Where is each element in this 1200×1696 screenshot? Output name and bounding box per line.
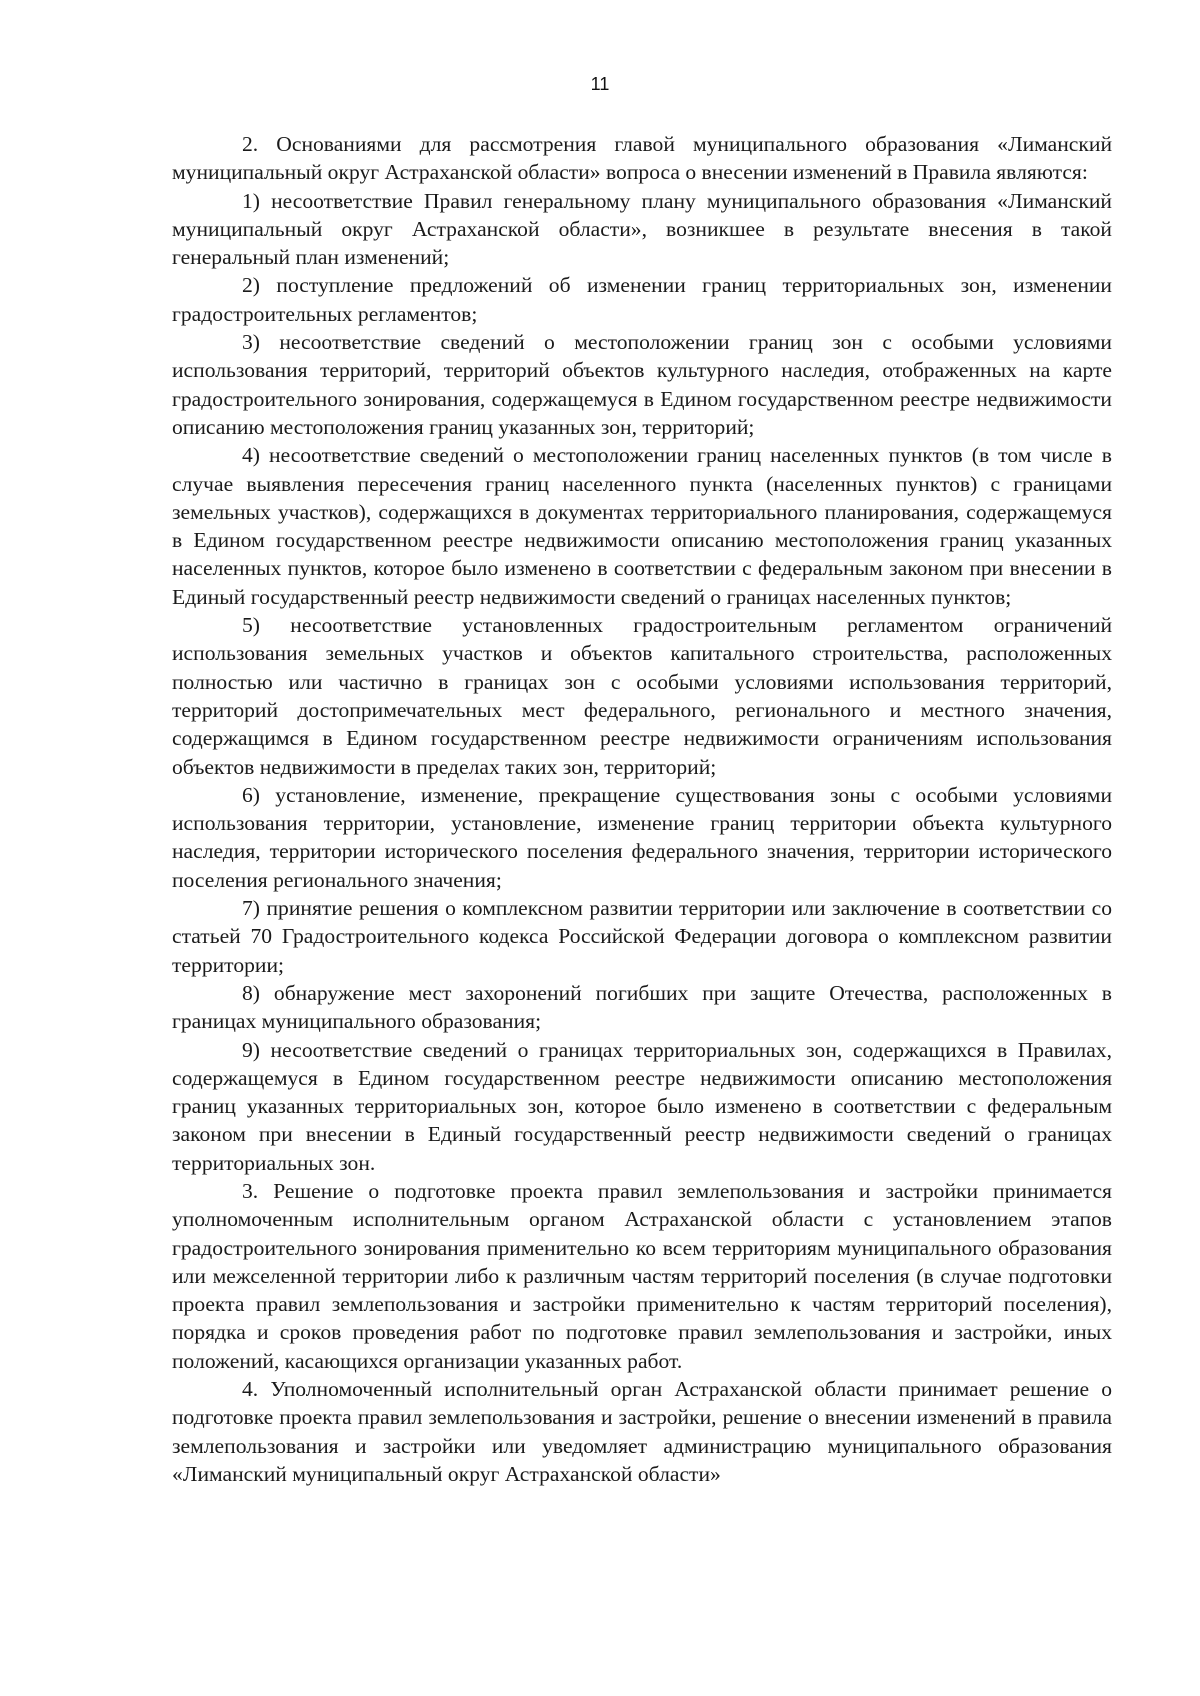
list-item-6: 6) установление, изменение, прекращение существования зоны с особыми условиями использования территории, установление, изменение границ территории объекта культурного наследия, территории исторического поселения федерального значения, территории исторического поселения регионального значения; <box>172 782 1112 892</box>
paragraph-2-grounds: 2. Основаниями для рассмотрения главой муниципального образования «Лиманский муниципальный округ Астраханской области» вопроса о внесении изменений в Правила являются: <box>172 132 1112 185</box>
list-item-2: 2) поступление предложений об изменении границ территориальных зон, изменении градостроительных регламентов; <box>172 273 1112 326</box>
list-item-4: 4) несоответствие сведений о местоположении границ населенных пунктов (в том числе в случае выявления пересечения границ населенного пункта (населенных пунктов) с границами земельных участков), содержащихся в документах территориального планирования, содержащемуся в Едином государственном реестре недвижимости описанию местоположения границ указанных населенных пунктов, которое было изменено в соответствии с федеральным законом при внесении в Единый государственный реестр недвижимости сведений о границах населенных пунктов; <box>172 443 1112 609</box>
page-number: 11 <box>590 74 610 94</box>
list-item-9: 9) несоответствие сведений о границах территориальных зон, содержащихся в Правилах, содержащемуся в Едином государственном реестре недвижимости описанию местоположения границ указанных территориальных зон, которое было изменено в соответствии с федеральным законом при внесении в Единый государственный реестр недвижимости сведений о границах территориальных зон. <box>172 1037 1112 1175</box>
list-item-1: 1) несоответствие Правил генеральному плану муниципального образования «Лиманский муниципальный округ Астраханской области», возникшее в результате внесения в такой генеральный план изменений; <box>172 188 1112 270</box>
document-body <box>172 130 1112 1488</box>
paragraph-3-decision: 3. Решение о подготовке проекта правил землепользования и застройки принимается уполномоченным исполнительным органом Астраханской области с установлением этапов градостроительного зонирования применительно ко всем территориям муниципального образования или межселенной территории либо к различным частям территорий поселения (в случае подготовки проекта правил землепользования и застройки применительно к частям территорий поселения), порядка и сроков проведения работ по подготовке правил землепользования и застройки, иных положений, касающихся организации указанных работ. <box>172 1178 1112 1373</box>
list-item-5: 5) несоответствие установленных градостроительным регламентом ограничений использования земельных участков и объектов капитального строительства, расположенных полностью или частично в границах зон с особыми условиями использования территорий, территорий достопримечательных мест федерального, регионального и местного значения, содержащимся в Едином государственном реестре недвижимости ограничениям использования объектов недвижимости в пределах таких зон, территорий; <box>172 613 1112 779</box>
paragraph-4-authority: 4. Уполномоченный исполнительный орган Астраханской области принимает решение о подготовке проекта правил землепользования и застройки, решение о внесении изменений в правила землепользования и застройки или уведомляет администрацию муниципального образования «Лиманский муниципальный округ Астраханской области» <box>172 1377 1112 1486</box>
list-item-3: 3) несоответствие сведений о местоположении границ зон с особыми условиями использования территорий, территорий объектов культурного наследия, отображенных на карте градостроительного зонирования, содержащемуся в Едином государственном реестре недвижимости описанию местоположения границ указанных зон, территорий; <box>172 330 1112 439</box>
list-item-8: 8) обнаружение мест захоронений погибших при защите Отечества, расположенных в границах муниципального образования; <box>172 980 1112 1034</box>
list-item-7: 7) принятие решения о комплексном развитии территории или заключение в соответствии со статьей 70 Градостроительного кодекса Российской Федерации договора о комплексном развитии территории; <box>172 896 1112 977</box>
